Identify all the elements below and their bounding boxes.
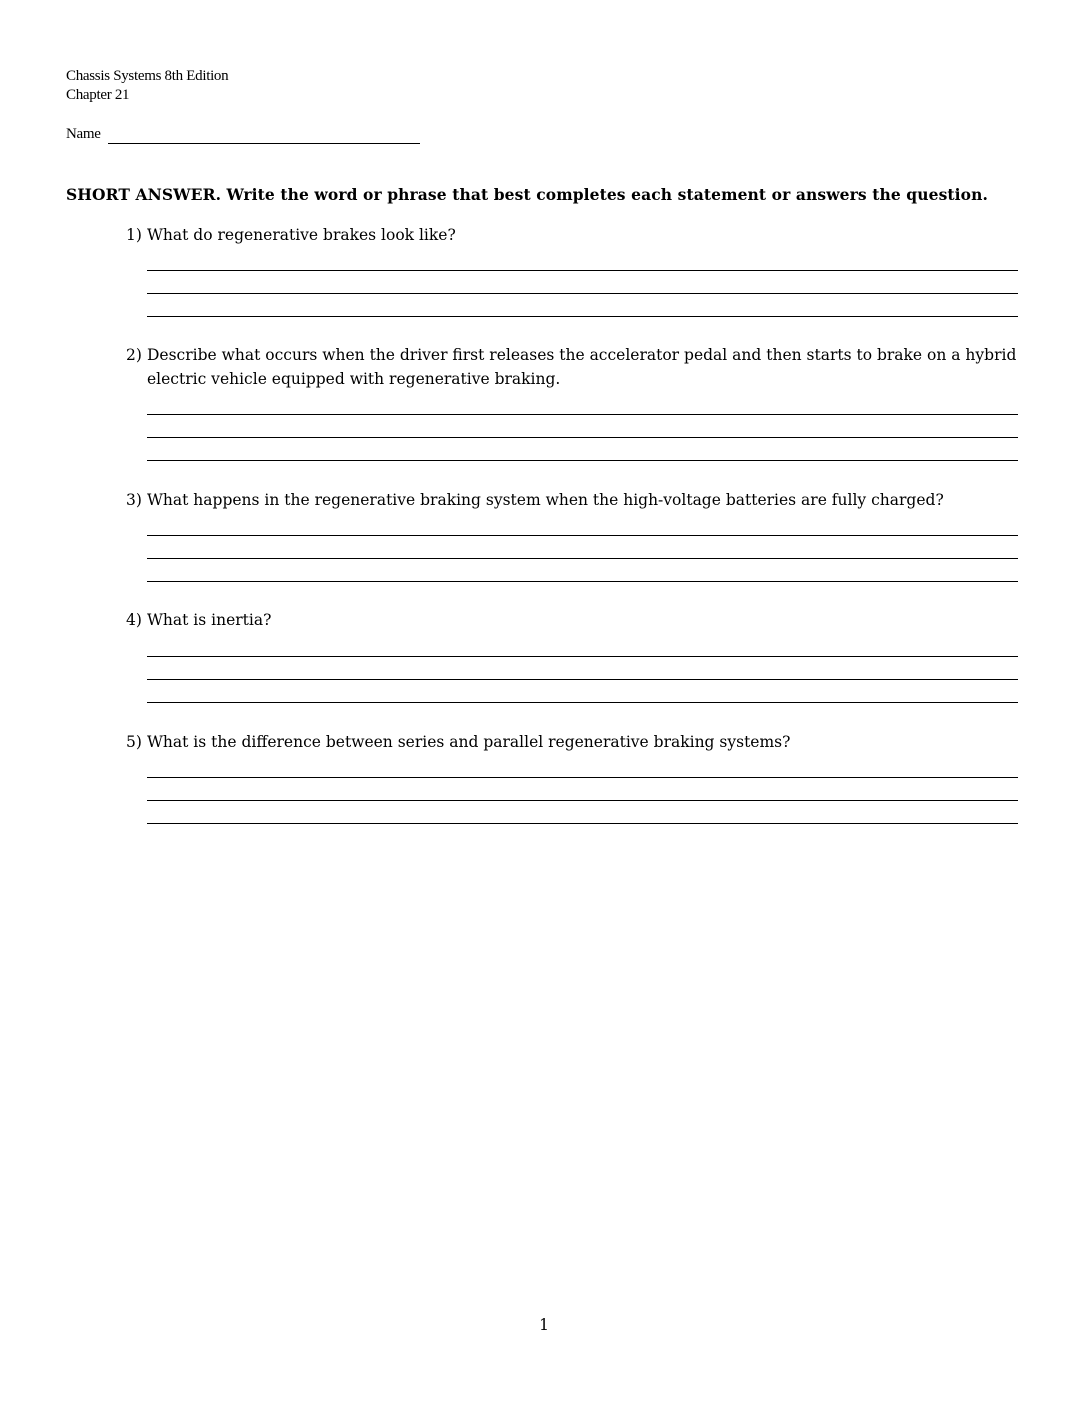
question-3	[126, 488, 1026, 512]
question-2	[126, 343, 1026, 391]
chapter-label: Chapter 21	[66, 87, 130, 103]
answer-line[interactable]	[147, 656, 1018, 657]
answer-line[interactable]	[147, 414, 1018, 415]
answer-line[interactable]	[147, 581, 1018, 582]
answer-line[interactable]	[147, 270, 1018, 271]
question-text: What is inertia?	[147, 611, 272, 629]
book-title: Chassis Systems 8th Edition	[66, 68, 229, 84]
answer-line[interactable]	[147, 800, 1018, 801]
answer-line[interactable]	[147, 558, 1018, 559]
question-text: What do regenerative brakes look like?	[147, 226, 456, 244]
answer-line[interactable]	[147, 702, 1018, 703]
question-text: What is the difference between series and parallel regenerative braking systems?	[147, 733, 791, 751]
answer-line[interactable]	[147, 679, 1018, 680]
answer-line[interactable]	[147, 316, 1018, 317]
answer-line[interactable]	[147, 293, 1018, 294]
name-field[interactable]	[108, 143, 420, 144]
question-text: What happens in the regenerative braking system when the high-voltage batteries are fully charged?	[147, 491, 944, 509]
question-number: 1)	[126, 226, 142, 244]
question-4	[126, 608, 1026, 632]
question-number: 4)	[126, 611, 142, 629]
answer-line[interactable]	[147, 460, 1018, 461]
question-text: Describe what occurs when the driver first releases the accelerator pedal and then starts to brake on a hybrid electric vehicle equipped with regenerative braking.	[147, 346, 1017, 388]
question-number: 2)	[126, 346, 142, 364]
answer-line[interactable]	[147, 535, 1018, 536]
question-5	[126, 730, 1026, 754]
page-number: 1	[539, 1316, 549, 1334]
question-number: 3)	[126, 491, 142, 509]
answer-line[interactable]	[147, 777, 1018, 778]
question-1	[126, 223, 1026, 247]
section-instructions: SHORT ANSWER. Write the word or phrase that best completes each statement or answers the question.	[66, 185, 988, 204]
answer-line[interactable]	[147, 823, 1018, 824]
question-number: 5)	[126, 733, 142, 751]
answer-line[interactable]	[147, 437, 1018, 438]
name-label: Name	[66, 126, 101, 142]
